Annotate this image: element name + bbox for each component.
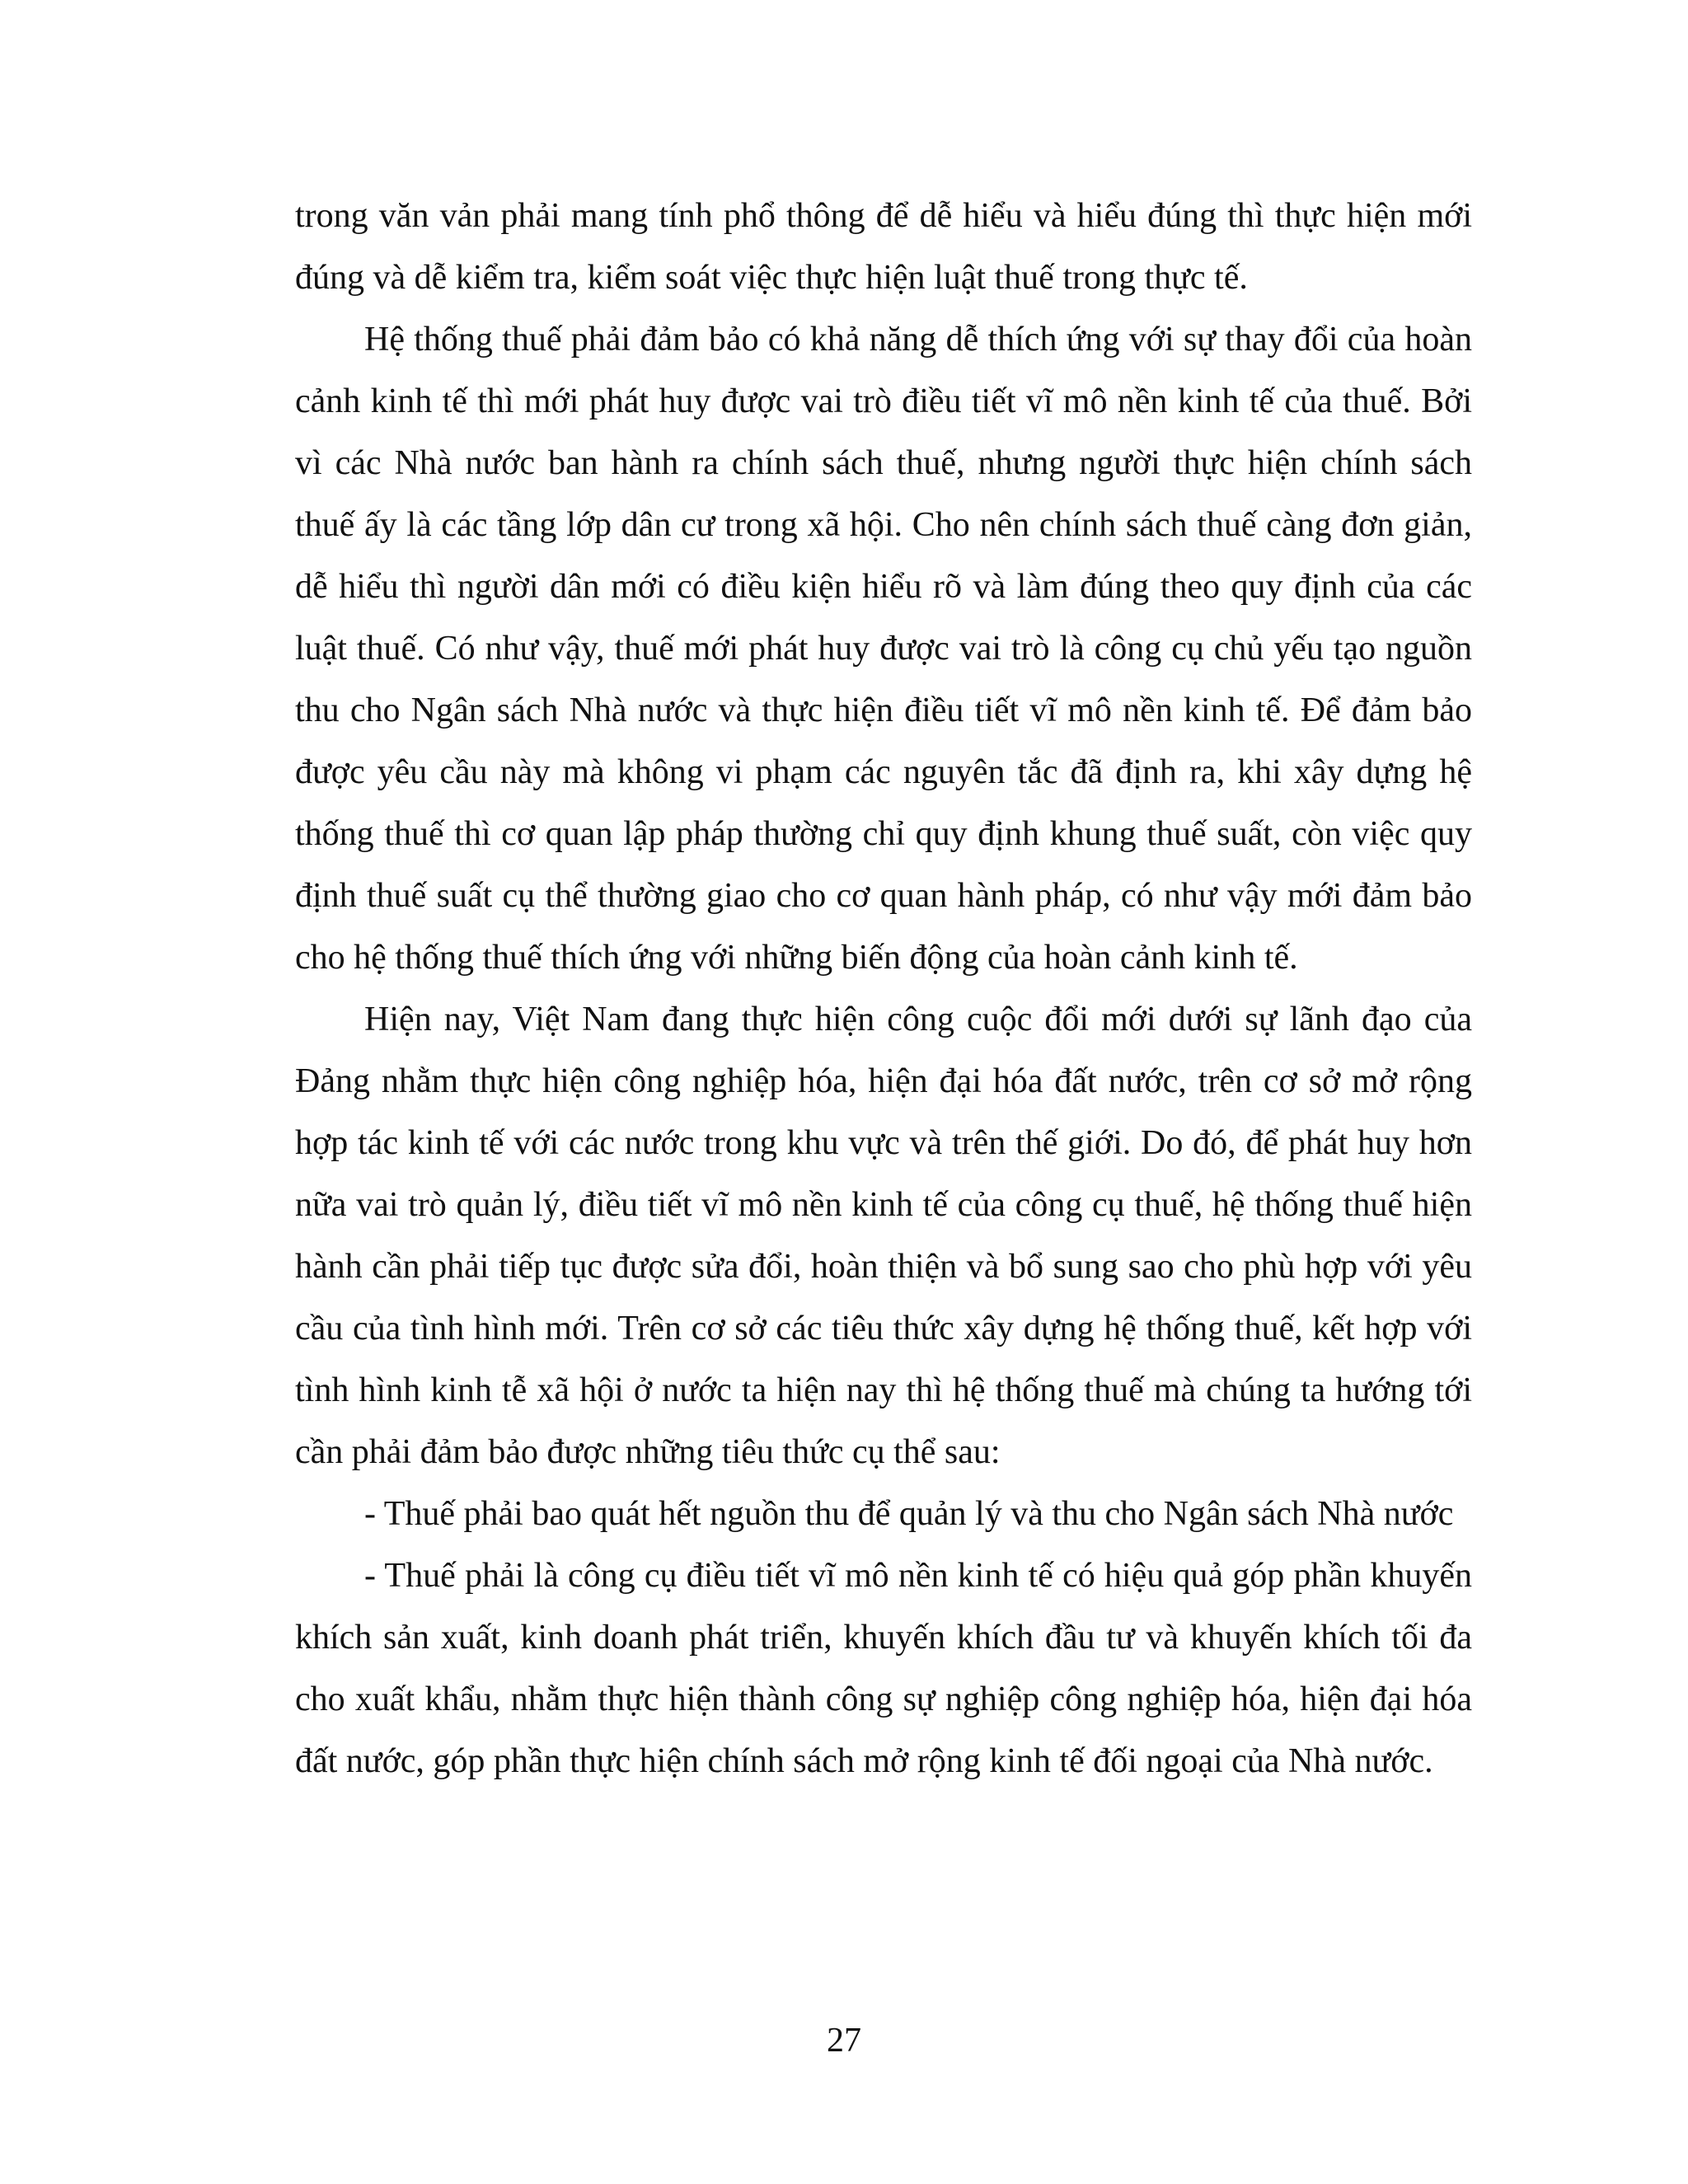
paragraph-tax-adaptability: Hệ thống thuế phải đảm bảo có khả năng dễ thích ứng với sự thay đổi của hoàn cảnh kinh tế thì mới phát huy được vai trò điều tiết vĩ mô nền kinh tế của thuế. Bởi vì các Nhà nước ban hành ra chính sách thuế, nhưng người thực hiện chính sách thuế ấy là các tầng lớp dân cư trong xã hội. Cho nên chính sách thuế càng đơn giản, dễ hiểu thì người dân mới có điều kiện hiểu rõ và làm đúng theo quy định của các luật thuế. Có như vậy, thuế mới phát huy được vai trò là công cụ chủ yếu tạo nguồn thu cho Ngân sách Nhà nước và thực hiện điều tiết vĩ mô nền kinh tế. Để đảm bảo được yêu cầu này mà không vi phạm các nguyên tắc đã định ra, khi xây dựng hệ thống thuế thì cơ quan lập pháp thường chỉ quy định khung thuế suất, còn việc quy định thuế suất cụ thể thường giao cho cơ quan hành pháp, có như vậy mới đảm bảo cho hệ thống thuế thích ứng với những biến động của hoàn cảnh kinh tế. (295, 321, 1472, 977)
page-number: 27 (827, 2022, 861, 2060)
body-text (295, 185, 1472, 1793)
bullet-item-macro-regulation: - Thuế phải là công cụ điều tiết vĩ mô nền kinh tế có hiệu quả góp phần khuyến khích sản xuất, kinh doanh phát triển, khuyến khích đầu tư và khuyến khích tối đa cho xuất khẩu, nhằm thực hiện thành công sự nghiệp công nghiệp hóa, hiện đại hóa đất nước, góp phần thực hiện chính sách mở rộng kinh tế đối ngoại của Nhà nước. (295, 1557, 1472, 1780)
paragraph-continuation: trong văn vản phải mang tính phổ thông để dễ hiểu và hiểu đúng thì thực hiện mới đúng và dễ kiểm tra, kiểm soát việc thực hiện luật thuế trong thực tế. (295, 197, 1472, 297)
bullet-item-revenue-coverage: - Thuế phải bao quát hết nguồn thu để quản lý và thu cho Ngân sách Nhà nước (364, 1495, 1454, 1533)
paragraph-vietnam-reform: Hiện nay, Việt Nam đang thực hiện công cuộc đổi mới dưới sự lãnh đạo của Đảng nhằm thực hiện công nghiệp hóa, hiện đại hóa đất nước, trên cơ sở mở rộng hợp tác kinh tế với các nước trong khu vực và trên thế giới. Do đó, để phát huy hơn nữa vai trò quản lý, điều tiết vĩ mô nền kinh tế của công cụ thuế, hệ thống thuế hiện hành cần phải tiếp tục được sửa đổi, hoàn thiện và bổ sung sao cho phù hợp với yêu cầu của tình hình mới. Trên cơ sở các tiêu thức xây dựng hệ thống thuế, kết hợp với tình hình kinh tễ xã hội ở nước ta hiện nay thì hệ thống thuế mà chúng ta hướng tới cần phải đảm bảo được những tiêu thức cụ thể sau: (295, 1001, 1472, 1471)
